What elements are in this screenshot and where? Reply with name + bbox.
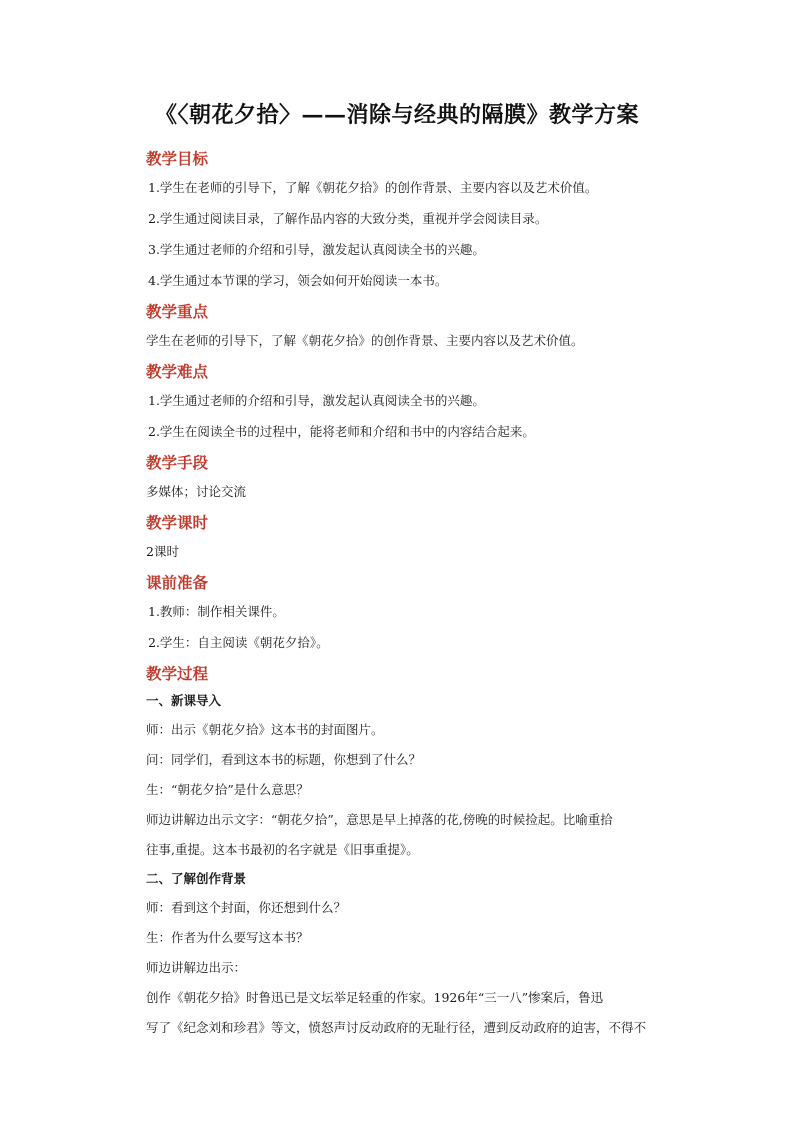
difficulty-item: 1.学生通过老师的介绍和引导，激发起认真阅读全书的兴趣。	[148, 393, 485, 408]
dialogue-line: 师：出示《朝花夕拾》这本书的封面图片。	[146, 722, 384, 737]
paragraph-line: 写了《纪念刘和珍君》等文，愤怒声讨反动政府的无耻行径，遭到反动政府的迫害，不得不	[146, 1020, 647, 1035]
paragraph-line: 师边讲解边出示文字：“朝花夕拾”，意思是早上掉落的花,傍晚的时候捡起。比喻重拾	[146, 812, 613, 827]
section-heading-key-points: 教学重点	[146, 302, 209, 321]
goal-item: 3.学生通过老师的介绍和引导，激发起认真阅读全书的兴趣。	[148, 242, 485, 257]
subsection-title: 二、了解创作背景	[146, 871, 247, 886]
document-body	[146, 143, 678, 1043]
paragraph-line: 创作《朝花夕拾》时鲁迅已是文坛举足轻重的作家。1926年“三一八”惨案后，鲁迅	[146, 990, 604, 1005]
dialogue-line: 生：“朝花夕拾”是什么意思？	[146, 782, 309, 797]
dialogue-line: 师：看到这个封面，你还想到什么？	[146, 900, 347, 915]
paragraph-line: 往事,重提。这本书最初的名字就是《旧事重提》。	[146, 842, 419, 857]
section-heading-difficulties: 教学难点	[146, 362, 209, 381]
dialogue-line: 问：同学们，看到这本书的标题，你想到了什么？	[146, 752, 422, 767]
subsection-title: 一、新课导入	[146, 693, 222, 708]
section-heading-means: 教学手段	[146, 453, 209, 472]
preparation-item: 2.学生：自主阅读《朝花夕拾》。	[148, 635, 329, 650]
difficulty-item: 2.学生在阅读全书的过程中，能将老师和介绍和书中的内容结合起来。	[148, 424, 535, 439]
dialogue-line: 师边讲解边出示：	[146, 960, 247, 975]
section-heading-hours: 教学课时	[146, 513, 209, 532]
section-heading-goals: 教学目标	[146, 149, 209, 168]
goal-item: 2.学生通过阅读目录，了解作品内容的大致分类，重视并学会阅读目录。	[148, 211, 548, 226]
hours-text: 2课时	[146, 544, 179, 559]
page-title: 《〈朝花夕拾〉——消除与经典的隔膜》教学方案	[154, 102, 639, 128]
section-heading-preparation: 课前准备	[146, 573, 209, 592]
section-heading-process: 教学过程	[146, 664, 209, 683]
goal-item: 4.学生通过本节课的学习，领会如何开始阅读一本书。	[148, 273, 448, 288]
goal-item: 1.学生在老师的引导下，了解《朝花夕拾》的创作背景、主要内容以及艺术价值。	[148, 180, 598, 195]
preparation-item: 1.教师：制作相关课件。	[148, 604, 285, 619]
key-points-text: 学生在老师的引导下，了解《朝花夕拾》的创作背景、主要内容以及艺术价值。	[146, 333, 584, 348]
means-text: 多媒体；讨论交流	[146, 484, 247, 499]
dialogue-line: 生：作者为什么要写这本书？	[146, 930, 309, 945]
